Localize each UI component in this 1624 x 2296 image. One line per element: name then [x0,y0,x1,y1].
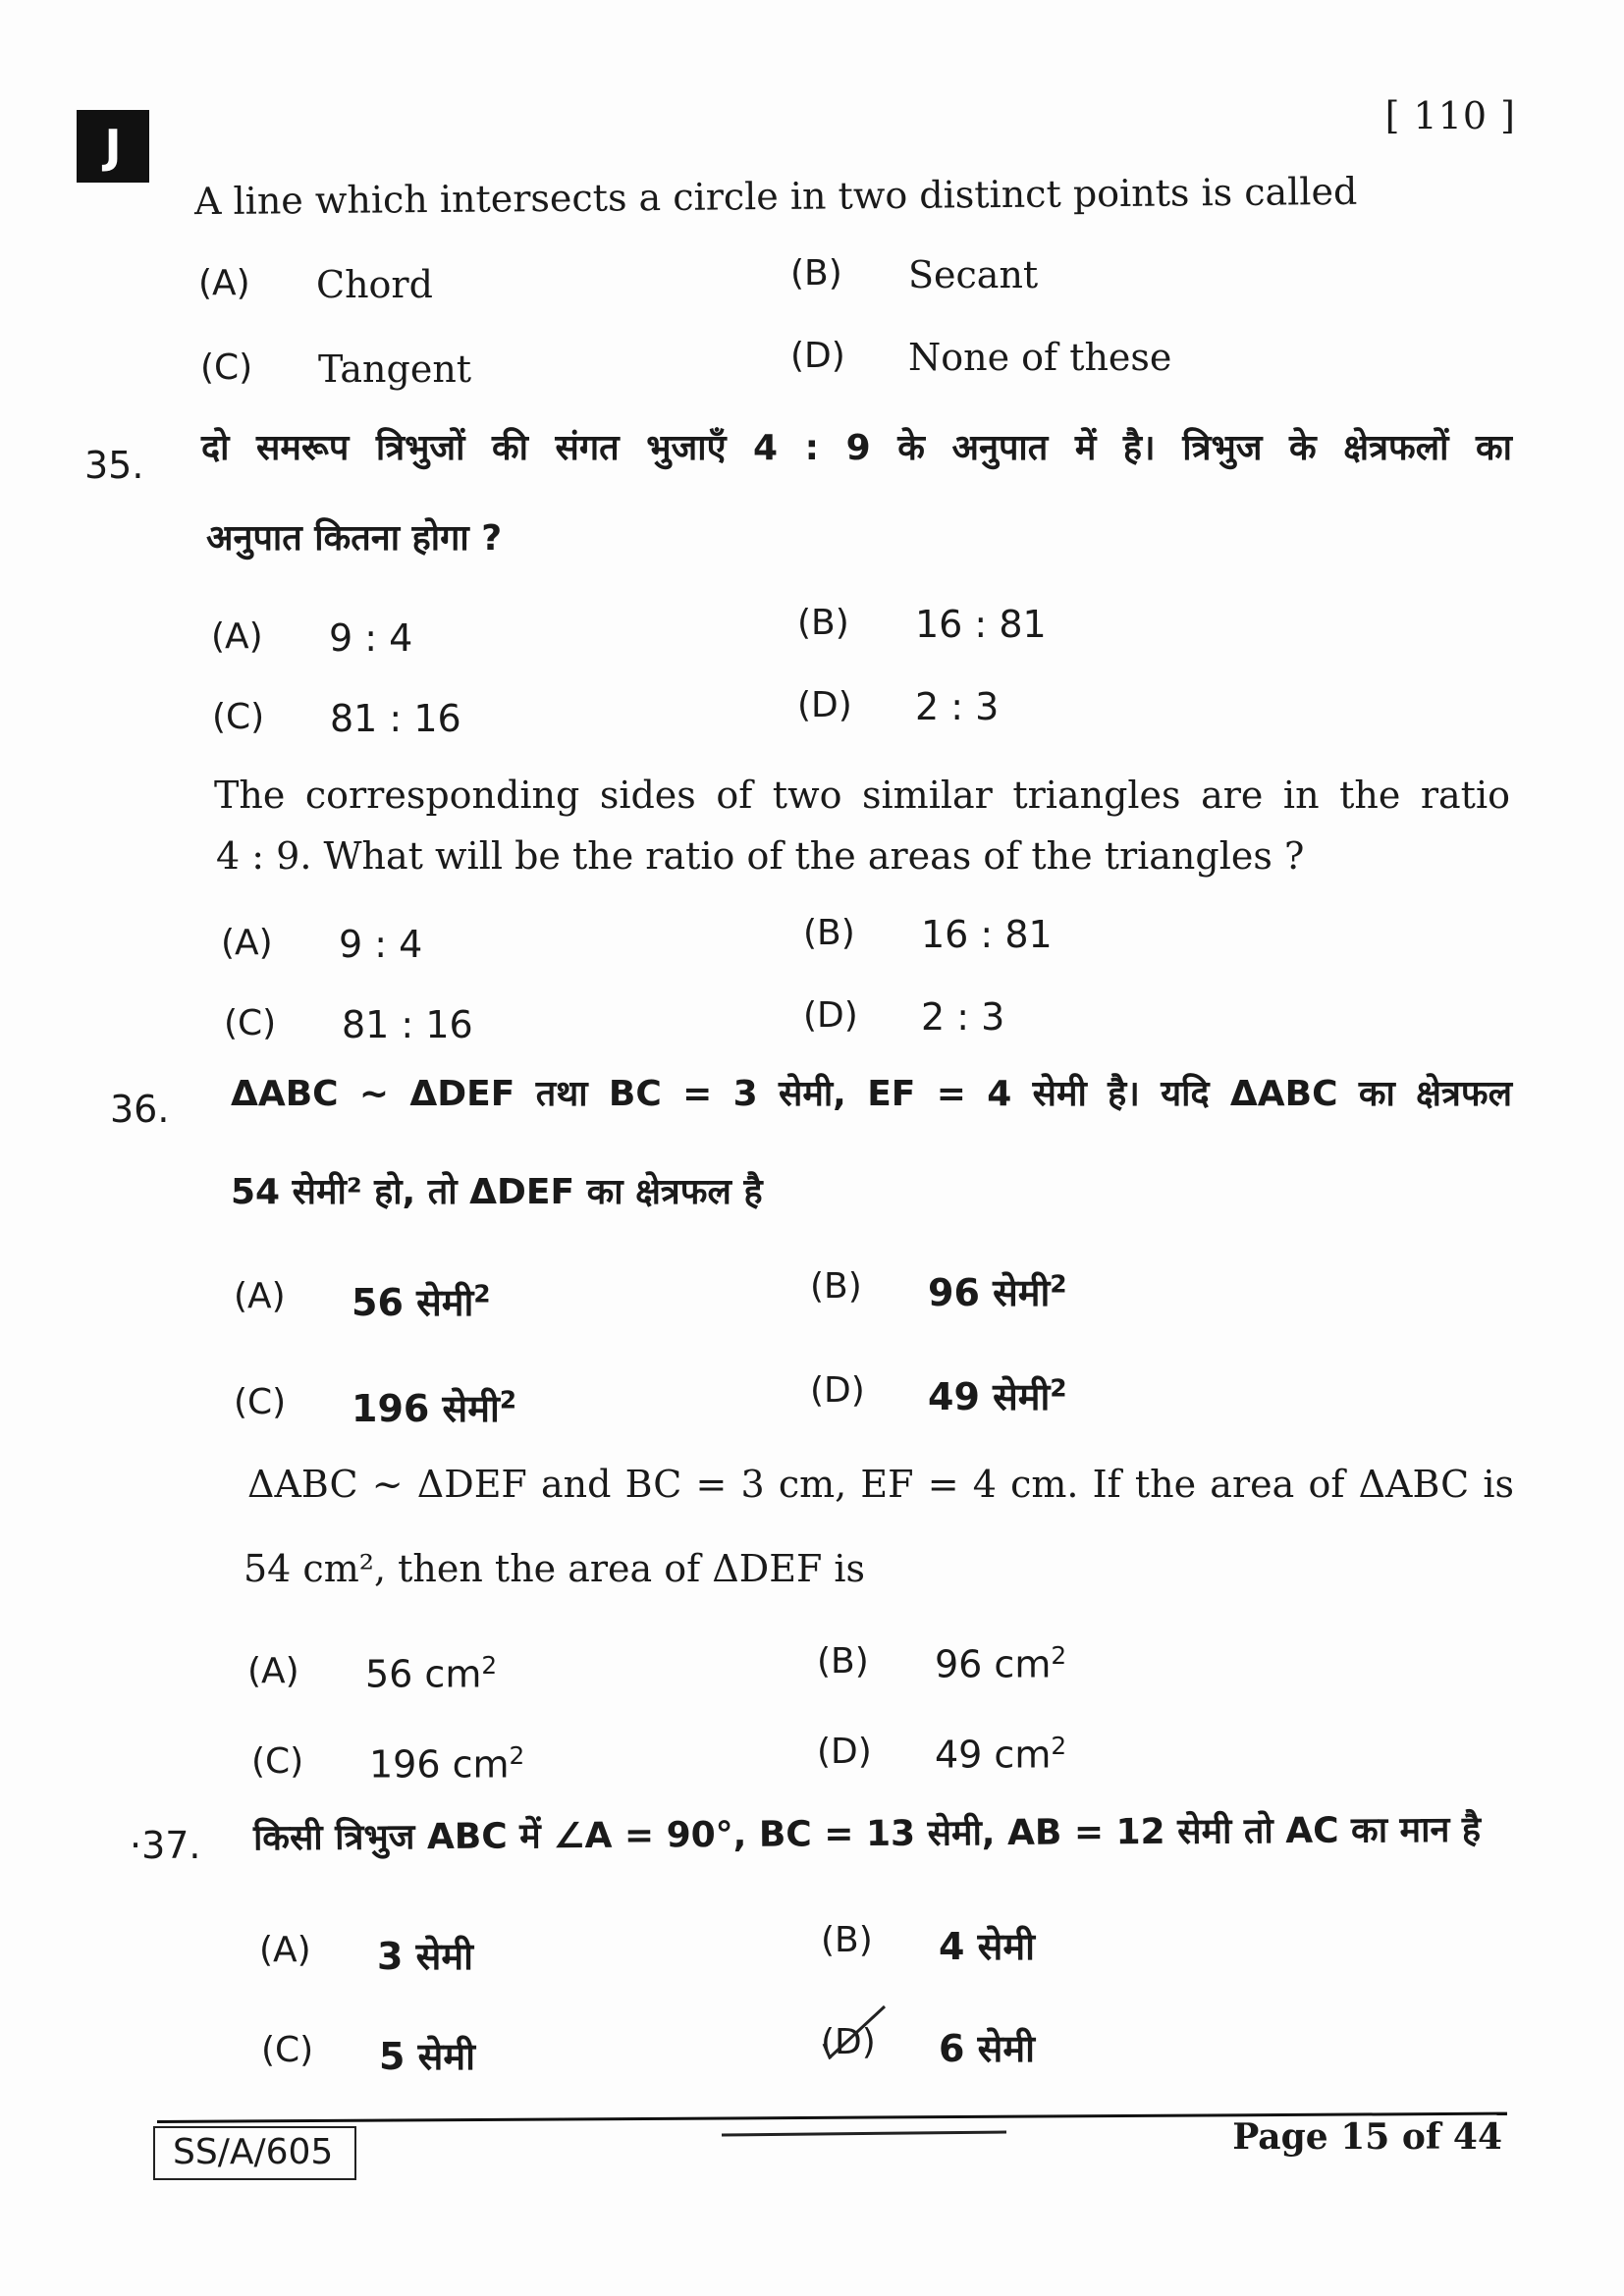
option-label: (B) [810,1266,862,1307]
option-label: (A) [198,263,250,303]
question-stem-q35-hi-line2: अनुपात कितना होगा ? [206,518,503,559]
handwritten-tick-mark-icon [820,2001,889,2059]
option-value: Tangent [318,347,472,391]
option-q36-hi-d [810,1370,1067,1421]
option-q36-hi-c [234,1382,516,1433]
question-stem-q34-en: A line which intersects a circle in two distinct points is called [193,169,1358,224]
set-code: J [104,120,122,173]
option-label: (A) [247,1651,299,1691]
option-q37-c [261,2030,475,2081]
option-value: Chord [316,263,433,306]
option-value: 56 $cm^2$ [365,1651,498,1696]
option-value: 56 सेमी$^2$ [352,1279,491,1324]
option-label: (C) [234,1382,287,1422]
question-number-35: 35. [84,444,144,487]
option-q36-hi-a [234,1276,491,1327]
question-stem-q35-hi-line1: दो समरूप त्रिभुजों की संगत भुजाएँ 4 : 9 के अनुपात में है। त्रिभुज के क्षेत्रफलों का [201,428,1512,468]
option-label: (D) [817,1732,872,1772]
option-label: (D) [810,1370,865,1411]
option-q35-en-b [803,913,1053,956]
option-value: 49 सेमी$^2$ [928,1373,1067,1418]
option-value: 6 सेमी [939,2027,1035,2070]
option-label: (C) [224,1003,277,1043]
question-number-36: 36. [110,1088,170,1131]
option-value: 9 : 4 [329,616,413,660]
option-q35-hi-c [212,697,461,740]
option-label: (D) [790,336,845,376]
option-label: (B) [790,253,842,294]
option-value: 16 : 81 [915,603,1047,646]
option-q34-a [198,263,433,306]
option-value: 16 : 81 [921,913,1053,956]
option-q36-en-c [251,1741,524,1787]
option-value: 96 सेमी$^2$ [928,1269,1067,1314]
option-q34-d [790,336,1171,379]
question-number-37: ·37. [130,1824,201,1867]
option-q36-en-a [247,1651,497,1696]
option-q35-hi-a [211,616,412,660]
option-value: 4 सेमी [939,1925,1035,1968]
option-value: Secant [908,253,1039,296]
option-q35-en-c [224,1003,473,1046]
option-label: (A) [211,616,263,657]
option-value: None of these [908,336,1172,379]
option-value: 2 : 3 [915,685,1000,728]
option-label: (D) [797,685,852,725]
option-label: (D) [821,2022,876,2062]
option-q37-b [821,1920,1035,1971]
option-value: 2 : 3 [921,995,1005,1039]
option-value: 5 सेमी [379,2035,475,2078]
question-stem-q35-en-line2: 4 : 9. What will be the ratio of the areas of the triangles ? [216,834,1305,878]
option-q34-c [200,347,471,391]
option-label: (B) [817,1641,869,1682]
footer-rule-short [722,2130,1006,2136]
paper-code-box: SS/A/605 [153,2126,356,2180]
option-value: 81 : 16 [342,1003,473,1046]
option-value: 96 $cm^2$ [935,1641,1067,1686]
option-label: (A) [259,1930,311,1970]
option-label: (A) [234,1276,286,1316]
set-code-badge [77,110,149,183]
question-stem-q36-en-line2: 54 cm², then the area of ΔDEF is [244,1547,866,1590]
option-q35-en-a [221,923,422,966]
page-number: Page 15 of 44 [1232,2116,1502,2158]
option-q36-en-b [817,1641,1066,1686]
option-label: (D) [803,995,858,1036]
option-value: 49 $cm^2$ [935,1732,1067,1777]
question-stem-q37-hi: किसी त्रिभुज ABC में ∠A = 90°, BC = 13 सेमी, AB = 12 सेमी तो AC का मान है [252,1809,1482,1859]
option-value: 3 सेमी [377,1935,473,1978]
option-label: (B) [803,913,855,953]
question-stem-q36-hi-line1: ΔABC ~ ΔDEF तथा BC = 3 सेमी, EF = 4 सेमी है। यदि ΔABC का क्षेत्रफल [231,1074,1512,1114]
option-label: (C) [200,347,253,388]
option-q35-hi-d [797,685,999,728]
option-q37-a [259,1930,473,1981]
option-q36-en-d [817,1732,1066,1777]
option-q35-hi-b [797,603,1047,646]
option-value: 9 : 4 [339,923,423,966]
question-stem-q36-hi-line2: 54 सेमी² हो, तो ΔDEF का क्षेत्रफल है [231,1172,763,1212]
option-q34-b [790,253,1038,296]
option-value: 81 : 16 [330,697,461,740]
question-stem-q35-en-line1: The corresponding sides of two similar triangles are in the ratio [214,774,1510,817]
option-value: 196 सेमी$^2$ [352,1385,516,1430]
question-stem-q36-en-line1: ΔABC ~ ΔDEF and BC = 3 cm, EF = 4 cm. If the area of ΔABC is [247,1463,1514,1506]
option-q36-hi-b [810,1266,1067,1317]
option-label: (C) [212,697,265,737]
option-label: (C) [251,1741,304,1782]
option-label: (B) [821,1920,873,1960]
option-q35-en-d [803,995,1004,1039]
page-code: [ 110 ] [1384,94,1516,137]
option-label: (C) [261,2030,314,2070]
option-label: (A) [221,923,273,963]
option-value: 196 $cm^2$ [369,1741,525,1787]
option-label: (B) [797,603,849,643]
